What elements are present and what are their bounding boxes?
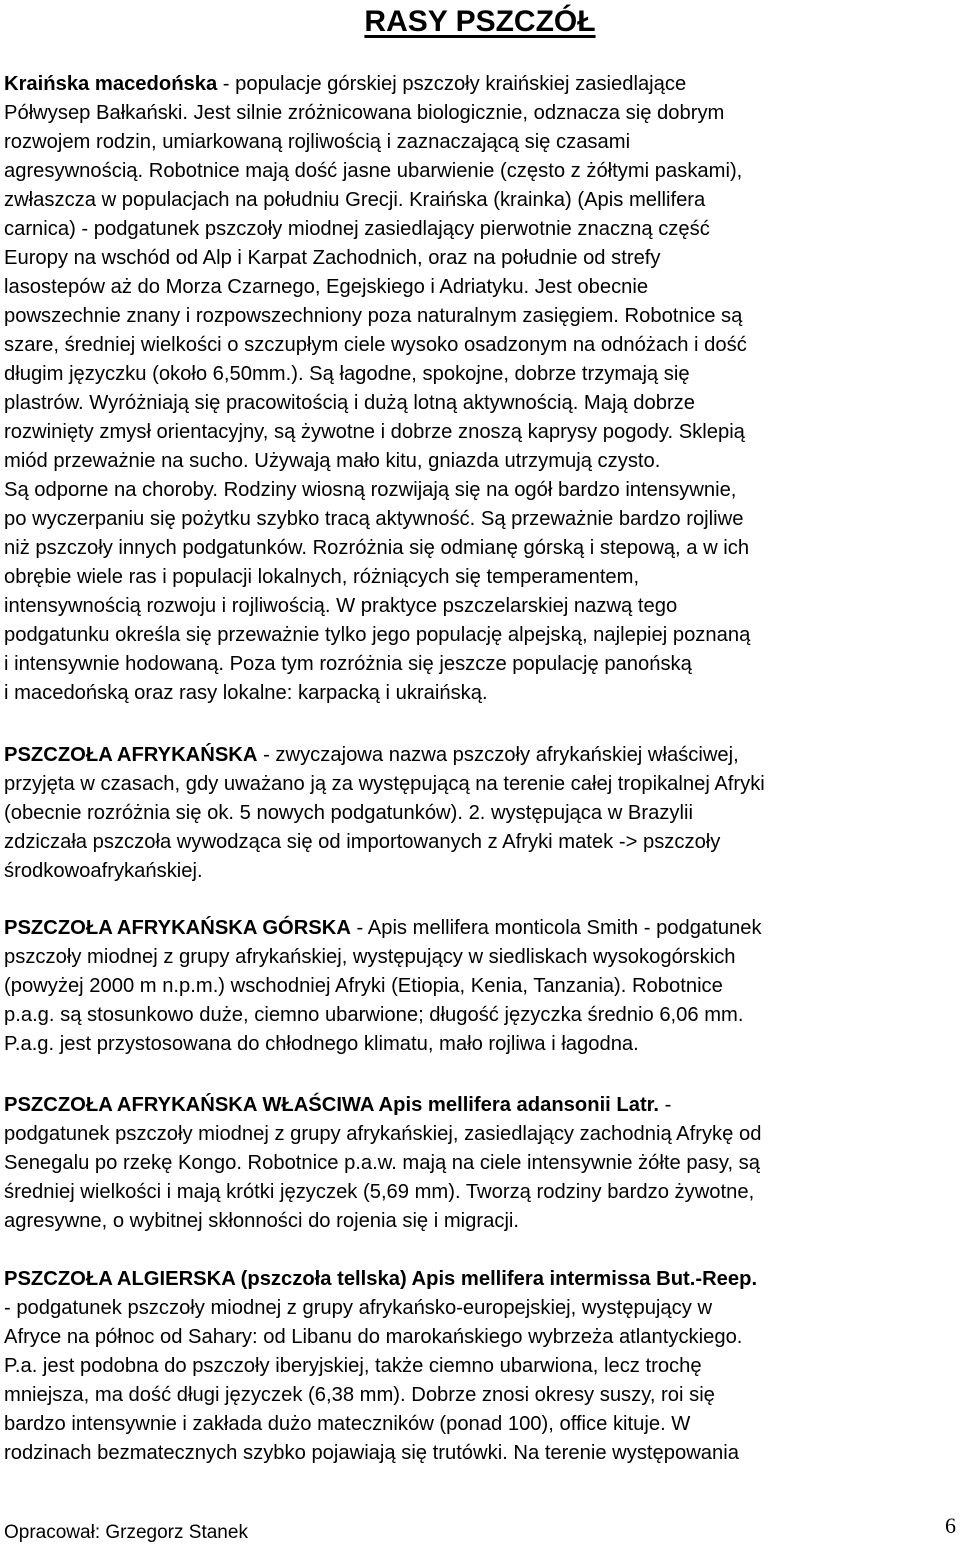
- paragraph-line: niż pszczoły innych podgatunków. Rozróżnia się odmianę górską i stepową, a w ich: [4, 537, 750, 559]
- paragraph-line: agresywnością. Robotnice mają dość jasne ubarwienie (często z żółtymi paskami),: [4, 160, 743, 182]
- paragraph-line: Europy na wschód od Alp i Karpat Zachodnich, oraz na południe od strefy: [4, 247, 661, 269]
- paragraph-line: obrębie wiele ras i populacji lokalnych, różniących się temperamentem,: [4, 566, 640, 588]
- section-heading: PSZCZOŁA ALGIERSKA (pszczoła tellska) Apis mellifera intermissa But.-Reep.: [4, 1268, 758, 1290]
- paragraph-line: podgatunek pszczoły miodnej z grupy afrykańskiej, zasiedlający zachodnią Afrykę od: [4, 1123, 762, 1145]
- paragraph-line: powszechnie znany i rozpowszechniony poza naturalnym zasięgiem. Robotnice są: [4, 305, 743, 327]
- page-number: 6: [945, 1513, 956, 1538]
- footer-author: Opracował: Grzegorz Stanek: [4, 1522, 248, 1543]
- paragraph-line: lasostepów aż do Morza Czarnego, Egejskiego i Adriatyku. Jest obecnie: [4, 276, 649, 298]
- paragraph-line: środkowoafrykańskiej.: [4, 860, 203, 882]
- section-heading: PSZCZOŁA AFRYKAŃSKA: [4, 744, 258, 766]
- paragraph-line: i macedońską oraz rasy lokalne: karpacką i ukraińską.: [4, 682, 488, 704]
- page-title: RASY PSZCZÓŁ: [364, 5, 596, 38]
- paragraph-line: po wyczerpaniu się pożytku szybko tracą aktywność. Są przeważnie bardzo rojliwe: [4, 508, 744, 530]
- paragraph-line: intensywnością rozwoju i rojliwością. W praktyce pszczelarskiej nazwą tego: [4, 595, 678, 617]
- paragraph-line: PSZCZOŁA AFRYKAŃSKA GÓRSKA - Apis mellifera monticola Smith - podgatunek: [4, 917, 762, 939]
- paragraph-line: i intensywnie hodowaną. Poza tym rozróżnia się jeszcze populację panońską: [4, 653, 692, 675]
- section-heading: Kraińska macedońska: [4, 73, 218, 95]
- paragraph-line: Afryce na północ od Sahary: od Libanu do marokańskiego wybrzeża atlantyckiego.: [4, 1326, 743, 1348]
- section-heading: PSZCZOŁA AFRYKAŃSKA WŁAŚCIWA Apis mellifera adansonii Latr.: [4, 1094, 660, 1116]
- paragraph-line: pszczoły miodnej z grupy afrykańskiej, występujący w siedliskach wysokogórskich: [4, 946, 736, 968]
- paragraph-line: agresywne, o wybitnej skłonności do rojenia się i migracji.: [4, 1210, 520, 1232]
- section-krainska-macedonska: [4, 70, 954, 708]
- paragraph-line: PSZCZOŁA AFRYKAŃSKA WŁAŚCIWA Apis mellifera adansonii Latr. -: [4, 1094, 672, 1116]
- paragraph-line: szare, średniej wielkości o szczupłym ciele wysoko osadzonym na odnóżach i dość: [4, 334, 747, 356]
- paragraph-line: plastrów. Wyróżniają się pracowitością i dużą lotną aktywnością. Mają dobrze: [4, 392, 695, 414]
- paragraph-line: carnica) - podgatunek pszczoły miodnej zasiedlający pierwotnie znaczną część: [4, 218, 710, 240]
- paragraph-line: przyjęta w czasach, gdy uważano ją za występującą na terenie całej tropikalnej Afryki: [4, 773, 765, 795]
- paragraph-line: Kraińska macedońska - populacje górskiej pszczoły kraińskiej zasiedlające: [4, 73, 687, 95]
- section-pszczola-afrykanska: [4, 741, 954, 886]
- section-pszczola-afrykanska-gorska: [4, 914, 954, 1059]
- paragraph-line: zwłaszcza w populacjach na południu Grecji. Kraińska (krainka) (Apis mellifera: [4, 189, 706, 211]
- paragraph-line: Półwysep Bałkański. Jest silnie zróżnicowana biologicznie, odznacza się dobrym: [4, 102, 725, 124]
- paragraph-line: (obecnie rozróżnia się ok. 5 nowych podgatunków). 2. występująca w Brazylii: [4, 802, 693, 824]
- paragraph-line: średniej wielkości i mają krótki języczek (5,69 mm). Tworzą rodziny bardzo żywotne,: [4, 1181, 755, 1203]
- paragraph-line: p.a.g. są stosunkowo duże, ciemno ubarwione; długość języczka średnio 6,06 mm.: [4, 1004, 744, 1026]
- paragraph-line: mniejsza, ma dość długi języczek (6,38 mm). Dobrze znosi okresy suszy, roi się: [4, 1384, 715, 1406]
- section-heading: PSZCZOŁA AFRYKAŃSKA GÓRSKA: [4, 917, 351, 939]
- paragraph-line: Senegalu po rzekę Kongo. Robotnice p.a.w. mają na ciele intensywnie żółte pasy, są: [4, 1152, 760, 1174]
- paragraph-line: rozwojem rodzin, umiarkowaną rojliwością i zaznaczającą się czasami: [4, 131, 631, 153]
- paragraph-line: - podgatunek pszczoły miodnej z grupy afrykańsko-europejskiej, występujący w: [4, 1297, 713, 1319]
- paragraph-line: rodzinach bezmatecznych szybko pojawiają się trutówki. Na terenie występowania: [4, 1442, 739, 1464]
- paragraph-line: bardzo intensywnie i zakłada dużo mateczników (ponad 100), office kituje. W: [4, 1413, 691, 1435]
- paragraph-line: P.a. jest podobna do pszczoły iberyjskiej, także ciemno ubarwiona, lecz trochę: [4, 1355, 702, 1377]
- paragraph-line: rozwinięty zmysł orientacyjny, są żywotne i dobrze znoszą kaprysy pogody. Sklepią: [4, 421, 745, 443]
- section-pszczola-afrykanska-wlasciwa: [4, 1091, 954, 1236]
- paragraph-line: podgatunku określa się przeważnie tylko jego populację alpejską, najlepiej poznaną: [4, 624, 751, 646]
- paragraph-line: (powyżej 2000 m n.p.m.) wschodniej Afryki (Etiopia, Kenia, Tanzania). Robotnice: [4, 975, 723, 997]
- paragraph-line: długim języczku (około 6,50mm.). Są łagodne, spokojne, dobrze trzymają się: [4, 363, 690, 385]
- paragraph-line: Są odporne na choroby. Rodziny wiosną rozwijają się na ogół bardzo intensywnie,: [4, 479, 737, 501]
- paragraph-line: P.a.g. jest przystosowana do chłodnego klimatu, mało rojliwa i łagodna.: [4, 1033, 639, 1055]
- paragraph-line: zdziczała pszczoła wywodząca się od importowanych z Afryki matek -> pszczoły: [4, 831, 721, 853]
- paragraph-line: miód przeważnie na sucho. Używają mało kitu, gniazda utrzymują czysto.: [4, 450, 661, 472]
- section-pszczola-algierska: [4, 1265, 954, 1468]
- paragraph-line: PSZCZOŁA AFRYKAŃSKA - zwyczajowa nazwa pszczoły afrykańskiej właściwej,: [4, 744, 739, 766]
